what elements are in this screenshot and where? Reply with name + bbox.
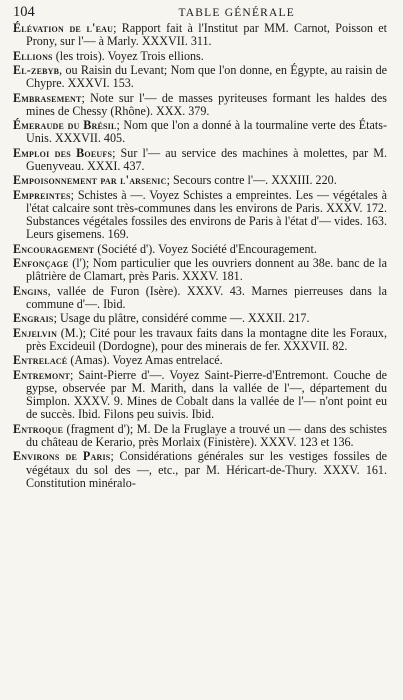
index-entry (13, 147, 387, 173)
entry-term: Élévation de l'eau (13, 21, 114, 35)
entry-text: , vallée de Furon (Isère). XXXV. 43. Marnes pierreuses dans la commune d'—. Ibid. (26, 283, 387, 311)
entry-text: ; Saint-Pierre d'—. Voyez Saint-Pierre-d'Entremont. Couche de gypse, observée par M. Marith, dans la vallée de l'—, département du Simplon. XXXV. 9. Mines de Cobalt dans la vallée de l'— n'ont point eu de succès. Ibid. Filons peu suivis. Ibid. (26, 367, 387, 422)
entry-term: Ellions (13, 48, 53, 63)
entry-text: ; Usage du plâtre, considéré comme —. XXXII. 217. (53, 311, 310, 326)
running-title: TABLE GÉNÉRALE (178, 7, 295, 19)
entry-term: Environs de Paris (13, 449, 111, 464)
index-entry (13, 174, 387, 187)
entry-term: Embrasement (13, 90, 82, 105)
entry-text: (les trois). Voyez Trois ellions. (52, 48, 204, 63)
page-header (13, 4, 387, 22)
entry-term: Empoisonnement par l'arsenic (13, 173, 167, 188)
index-entry (13, 423, 387, 449)
index-entry (13, 327, 387, 353)
index-entry (13, 354, 387, 367)
entry-term: Entroque (13, 421, 64, 436)
entry-term: Entremont (13, 367, 70, 382)
index-entry (13, 369, 387, 422)
entry-text: ; Nom que l'on a donné à la tourmaline verte des États-Unis. XXXVII. 405. (26, 118, 387, 146)
entry-term: Enjelvin (13, 325, 58, 340)
entry-term: Encouragement (13, 241, 95, 256)
entry-text: ; Rapport fait à l'Institut par MM. Carnot, Poisson et Prony, sur l'— à Marly. XXXVII. 311. (26, 21, 387, 49)
index-entry (13, 50, 387, 63)
entry-term: Entrelacé (13, 353, 68, 368)
entry-term: Émeraude du Brésil (13, 118, 117, 133)
index-entry (13, 119, 387, 145)
entry-text: ; Secours contre l'—. XXXIII. 220. (166, 173, 337, 188)
index-entries (13, 22, 387, 490)
index-entry (13, 64, 387, 90)
entry-text: (fragment d'); M. De la Fruglaye a trouvé un — dans des schistes du château de Kerario, près Morlaix (Finistère). XXXV. 123 et 136. (26, 421, 387, 449)
entry-term: Enfonçage (13, 256, 69, 271)
entry-text: (l'); Nom particulier que les ouvriers donnent au 38e. banc de la plâtrière de Clamart, près Paris. XXXV. 181. (26, 256, 387, 284)
entry-term: Empreintes (13, 187, 71, 202)
entry-text: (M.); Cité pour les travaux faits dans la montagne dite les Foraux, près Excideuil (Dordogne), pour des minerais de fer. XXXVII. 82. (26, 325, 387, 353)
entry-text: , ou Raisin du Levant; Nom que l'on donne, en Égypte, au raisin de Chypre. XXXVI. 153. (26, 62, 387, 91)
index-entry (13, 450, 387, 490)
entry-text: ; Note sur l'— de masses pyriteuses formant les haldes des mines de Chessy (Rhône). XXX. 379. (26, 90, 387, 118)
entry-text: (Société d'). Voyez Société d'Encouragement. (94, 241, 317, 256)
page-number: 104 (13, 4, 35, 20)
entry-term: El-zebyb (13, 62, 60, 77)
index-entry (13, 312, 387, 325)
entry-text: (Amas). Voyez Amas entrelacé. (67, 353, 223, 368)
index-entry (13, 22, 387, 48)
index-entry (13, 189, 387, 242)
entry-term: Engins (13, 283, 48, 298)
entry-text: ; Schistes à —. Voyez Schistes a empreintes. Les — végétales à l'état calcaire sont très-communes dans les environs de Paris. XXXV. 172. Substances végétales fossiles des environs de Paris à l'état d'— vides. 163. Leurs gisemens. 169. (26, 187, 387, 242)
entry-text: ; Considérations générales sur les vestiges fossiles de végétaux du sol des —, etc., par M. Héricart-de-Thury. XXXV. 161. Constitution minéralo- (26, 449, 387, 490)
entry-text: ; Sur l'— au service des machines à molettes, par M. Guenyveau. XXXI. 437. (26, 145, 387, 173)
index-entry (13, 285, 387, 311)
index-entry (13, 92, 387, 118)
entry-term: Engrais (13, 311, 54, 326)
entry-term: Emploi des Boeufs (13, 145, 113, 160)
index-entry (13, 257, 387, 283)
index-entry (13, 243, 387, 256)
